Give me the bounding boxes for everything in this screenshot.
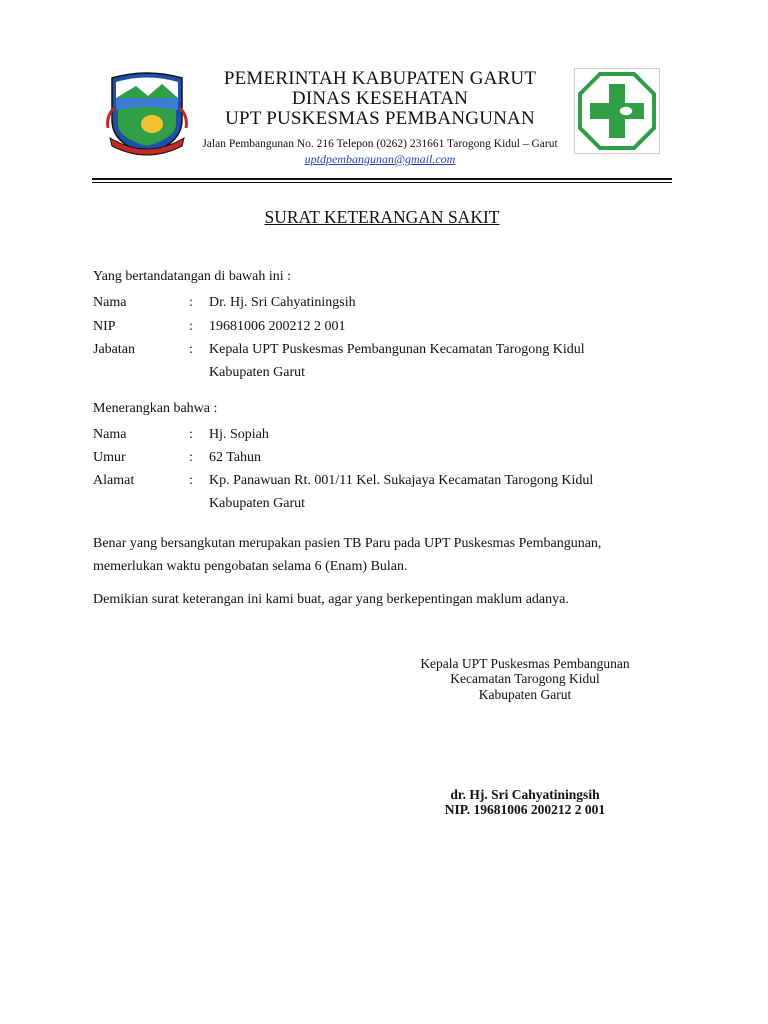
explains-text: Menerangkan bahwa :: [93, 401, 218, 416]
header-divider-thin: [92, 182, 672, 183]
header-line-department: DINAS KESEHATAN: [291, 88, 469, 109]
patient-alamat-label: Alamat: [93, 473, 135, 488]
colon: :: [189, 295, 193, 310]
header-email-link[interactable]: uptdpembangunan@gmail.com: [304, 152, 456, 166]
signer-nama-value: Dr. Hj. Sri Cahyatiningsih: [209, 295, 356, 310]
header-address: Jalan Pembangunan No. 216 Telepon (0262) 231661 Tarogong Kidul – Garut: [202, 138, 558, 150]
puskesmas-logo: [574, 68, 660, 154]
colon: :: [189, 473, 193, 488]
patient-umur-value: 62 Tahun: [209, 450, 262, 465]
document-title: SURAT KETERANGAN SAKIT: [264, 207, 500, 227]
kabupaten-garut-emblem: [106, 68, 188, 156]
signer-jabatan-value-cont: Kabupaten Garut: [209, 365, 306, 380]
colon: :: [189, 427, 193, 442]
signer-nip-value: 19681006 200212 2 001: [209, 319, 346, 334]
intro-text: Yang bertandatangan di bawah ini :: [93, 269, 292, 284]
header-divider-thick: [92, 178, 672, 180]
header-line-puskesmas: UPT PUSKESMAS PEMBANGUNAN: [225, 108, 535, 129]
colon: :: [189, 450, 193, 465]
signer-jabatan-value: Kepala UPT Puskesmas Pembangunan Kecamatan Tarogong Kidul: [209, 342, 585, 357]
patient-umur-label: Umur: [93, 450, 126, 465]
signature-position-3: Kabupaten Garut: [478, 687, 572, 702]
signer-nama-label: Nama: [93, 295, 127, 310]
closing-text: Demikian surat keterangan ini kami buat, agar yang berkepentingan maklum adanya.: [93, 592, 569, 607]
signature-name: dr. Hj. Sri Cahyatiningsih: [450, 787, 600, 802]
statement-line-2: memerlukan waktu pengobatan selama 6 (Enam) Bulan.: [93, 559, 408, 574]
signer-jabatan-label: Jabatan: [93, 342, 135, 357]
patient-alamat-value-cont: Kabupaten Garut: [209, 496, 306, 511]
patient-nama-value: Hj. Sopiah: [209, 427, 269, 442]
patient-alamat-value: Kp. Panawuan Rt. 001/11 Kel. Sukajaya Kecamatan Tarogong Kidul: [209, 473, 594, 488]
statement-line-1: Benar yang bersangkutan merupakan pasien TB Paru pada UPT Puskesmas Pembangunan,: [93, 536, 602, 551]
header-line-government: PEMERINTAH KABUPATEN GARUT: [223, 68, 537, 89]
signature-nip: NIP. 19681006 200212 2 001: [444, 802, 606, 817]
colon: :: [189, 319, 193, 334]
signer-nip-label: NIP: [93, 319, 116, 334]
signature-position-1: Kepala UPT Puskesmas Pembangunan: [420, 656, 630, 671]
colon: :: [189, 342, 193, 357]
signature-position-2: Kecamatan Tarogong Kidul: [450, 671, 600, 686]
patient-nama-label: Nama: [93, 427, 127, 442]
